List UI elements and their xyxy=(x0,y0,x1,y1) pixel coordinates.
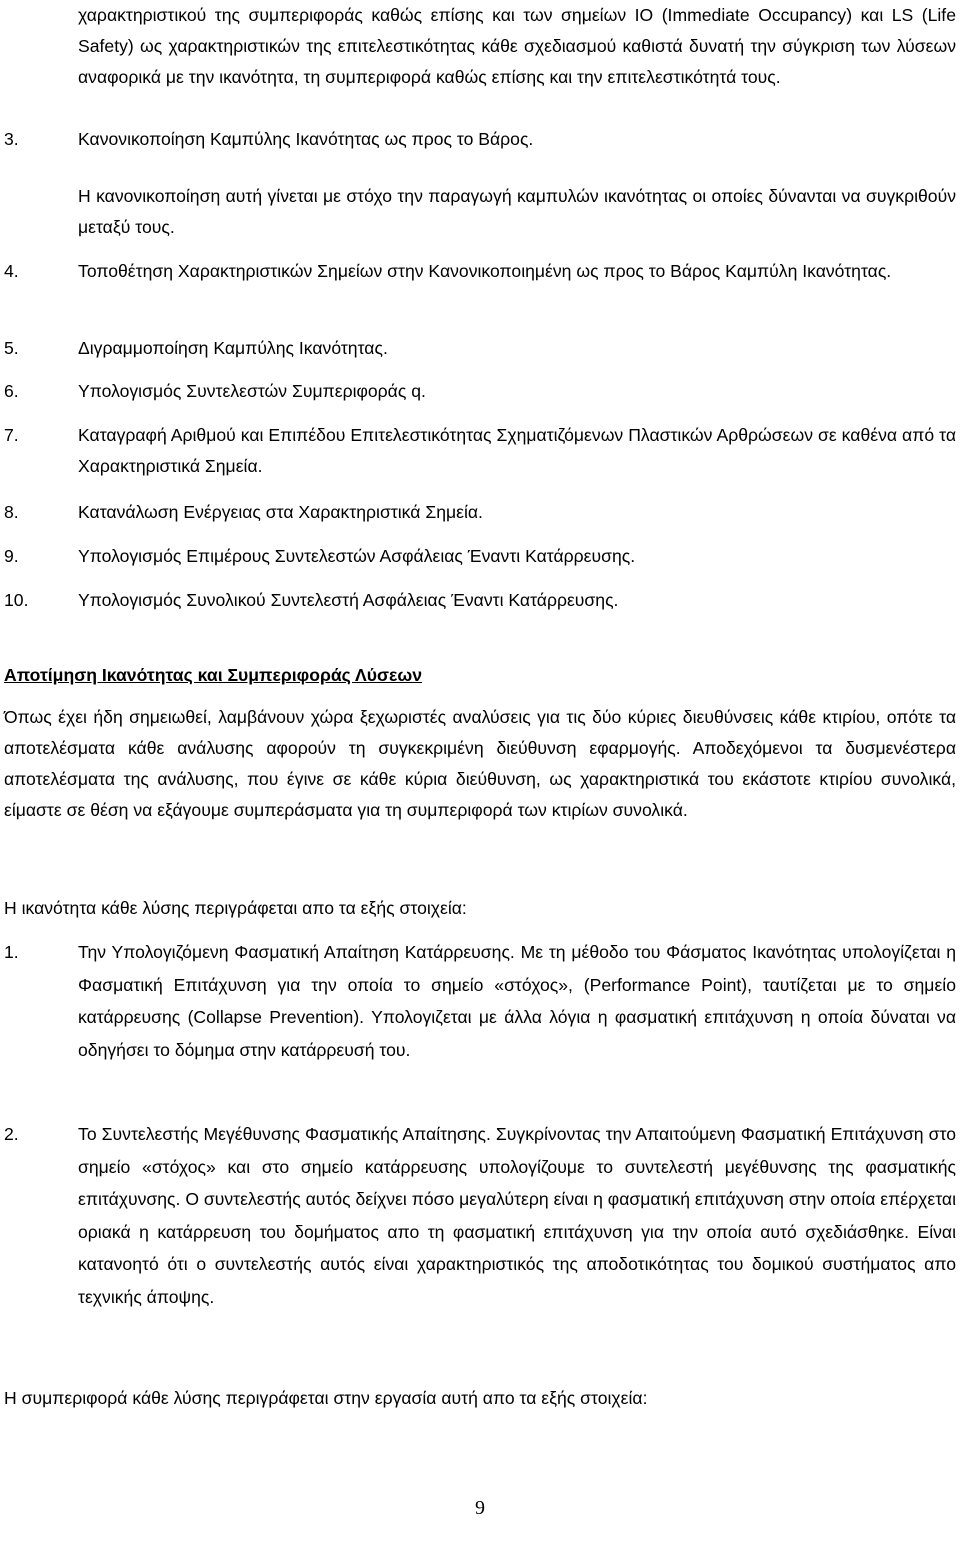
step-number: 5. xyxy=(4,338,19,358)
section-heading: Αποτίμηση Ικανότητας και Συμπεριφοράς Λύσεων xyxy=(4,665,423,685)
step-number: 3. xyxy=(4,129,19,149)
section-paragraph: Όπως έχει ήδη σημειωθεί, λαμβάνουν χώρα ξεχωριστές αναλύσεις για τις δύο κύριες διευθύνσεις κάθε κτιρίου, οπότε τα αποτελέσματα κάθε ανάλυσης αφορούν τη συγκεκριμένη διεύθυνση εφαρμογής. Αποδεχόμενοι τα δυσμενέστερα αποτελέσματα της ανάλυσης, που έγινε σε κάθε κύρια διεύθυνση, ως χαρακτηριστικά του εκάστοτε κτιρίου συνολικά, είμαστε σε θέση να εξάγουμε συμπεράσματα για τη συμπεριφορά των κτιρίων συνολικά. xyxy=(4,707,956,820)
step-5 xyxy=(0,333,956,364)
item-number: 2. xyxy=(4,1124,19,1144)
step-9 xyxy=(0,541,956,572)
step-number: 8. xyxy=(4,502,19,522)
intro-paragraph: χαρακτηριστικού της συμπεριφοράς καθώς επίσης και των σημείων IO (Immediate Occupancy) και LS (Life Safety) ως χαρακτηριστικών της επιτελεστικότητας κάθε σχεδιασμού καθιστά δυνατή την σύγκριση των λύσεων αναφορικά με την ικανότητα, τη συμπεριφορά καθώς επίσης και την επιτελεστικότητά τους. xyxy=(78,5,956,87)
step-6 xyxy=(0,376,956,407)
capacity-intro: Η ικανότητα κάθε λύσης περιγράφεται απο τα εξής στοιχεία: xyxy=(4,898,467,918)
step-text: Υπολογισμός Επιμέρους Συντελεστών Ασφάλειας Έναντι Κατάρρευσης. xyxy=(78,546,636,566)
step-3 xyxy=(0,124,956,155)
step-3-description: Η κανονικοποίηση αυτή γίνεται με στόχο την παραγωγή καμπυλών ικανότητας οι οποίες δύνανται να συγκριθούν μεταξύ τους. xyxy=(78,186,956,237)
page-number: 9 xyxy=(475,1497,485,1519)
step-8 xyxy=(0,497,956,528)
step-text: Τοποθέτηση Χαρακτηριστικών Σημείων στην Κανονικοποιημένη ως προς το Βάρος Καμπύλη Ικανότητας. xyxy=(78,261,892,281)
capacity-item-1 xyxy=(0,936,956,1066)
step-text: Κανονικοποίηση Καμπύλης Ικανότητας ως προς το Βάρος. xyxy=(78,129,534,149)
step-10 xyxy=(0,585,956,616)
step-number: 7. xyxy=(4,425,19,445)
capacity-item-2 xyxy=(0,1118,956,1313)
step-number: 10. xyxy=(4,590,29,610)
step-number: 6. xyxy=(4,381,19,401)
item-text: Το Συντελεστής Μεγέθυνσης Φασματικής Απαίτησης. Συγκρίνοντας την Απαιτούμενη Φασματική Επιτάχυνση στο σημείο «στόχος» και στο σημείο κατάρρευσης υπολογίζουμε το συντελεστή μεγέθυνσης της φασματικής επιτάχυνσης. Ο συντελεστής αυτός δείχνει πόσο μεγαλύτερη είναι η φασματική επιτάχυνση στην οποία επέρχεται οριακά η κατάρρευση του δομήματος απο τη φασματική επιτάχυνση για την οποία αυτό σχεδιάσθηκε. Είναι κατανοητό ότι ο συντελεστής αυτός είναι χαρακτηριστικός της αποδοτικότητας του δομικού συστήματος απο τεχνικής άποψης. xyxy=(78,1124,956,1307)
item-text: Την Υπολογιζόμενη Φασματική Απαίτηση Κατάρρευσης. Με τη μέθοδο του Φάσματος Ικανότητας υπολογίζεται η Φασματική Επιτάχυνση για την οποία το σημείο «στόχος», (Performance Point), ταυτίζεται με το σημείο κατάρρευσης (Collapse Prevention). Υπολογιζεται με άλλα λόγια η φασματική επιτάχυνση η οποία δύναται να οδηγήσει το δόμημα στην κατάρρευσή του. xyxy=(78,942,956,1060)
step-7 xyxy=(0,420,956,482)
step-text: Διγραμμοποίηση Καμπύλης Ικανότητας. xyxy=(78,338,388,358)
item-number: 1. xyxy=(4,942,19,962)
step-number: 9. xyxy=(4,546,19,566)
step-text: Υπολογισμός Συντελεστών Συμπεριφοράς q. xyxy=(78,381,426,401)
step-number: 4. xyxy=(4,261,19,281)
step-text: Υπολογισμός Συνολικού Συντελεστή Ασφάλειας Έναντι Κατάρρευσης. xyxy=(78,590,619,610)
step-4 xyxy=(0,256,956,287)
step-text: Καταγραφή Αριθμού και Επιπέδου Επιτελεστικότητας Σχηματιζόμενων Πλαστικών Αρθρώσεων σε καθένα από τα Χαρακτηριστικά Σημεία. xyxy=(78,425,956,476)
behavior-intro: Η συμπεριφορά κάθε λύσης περιγράφεται στην εργασία αυτή απο τα εξής στοιχεία: xyxy=(4,1388,648,1408)
step-text: Κατανάλωση Ενέργειας στα Χαρακτηριστικά Σημεία. xyxy=(78,502,483,522)
